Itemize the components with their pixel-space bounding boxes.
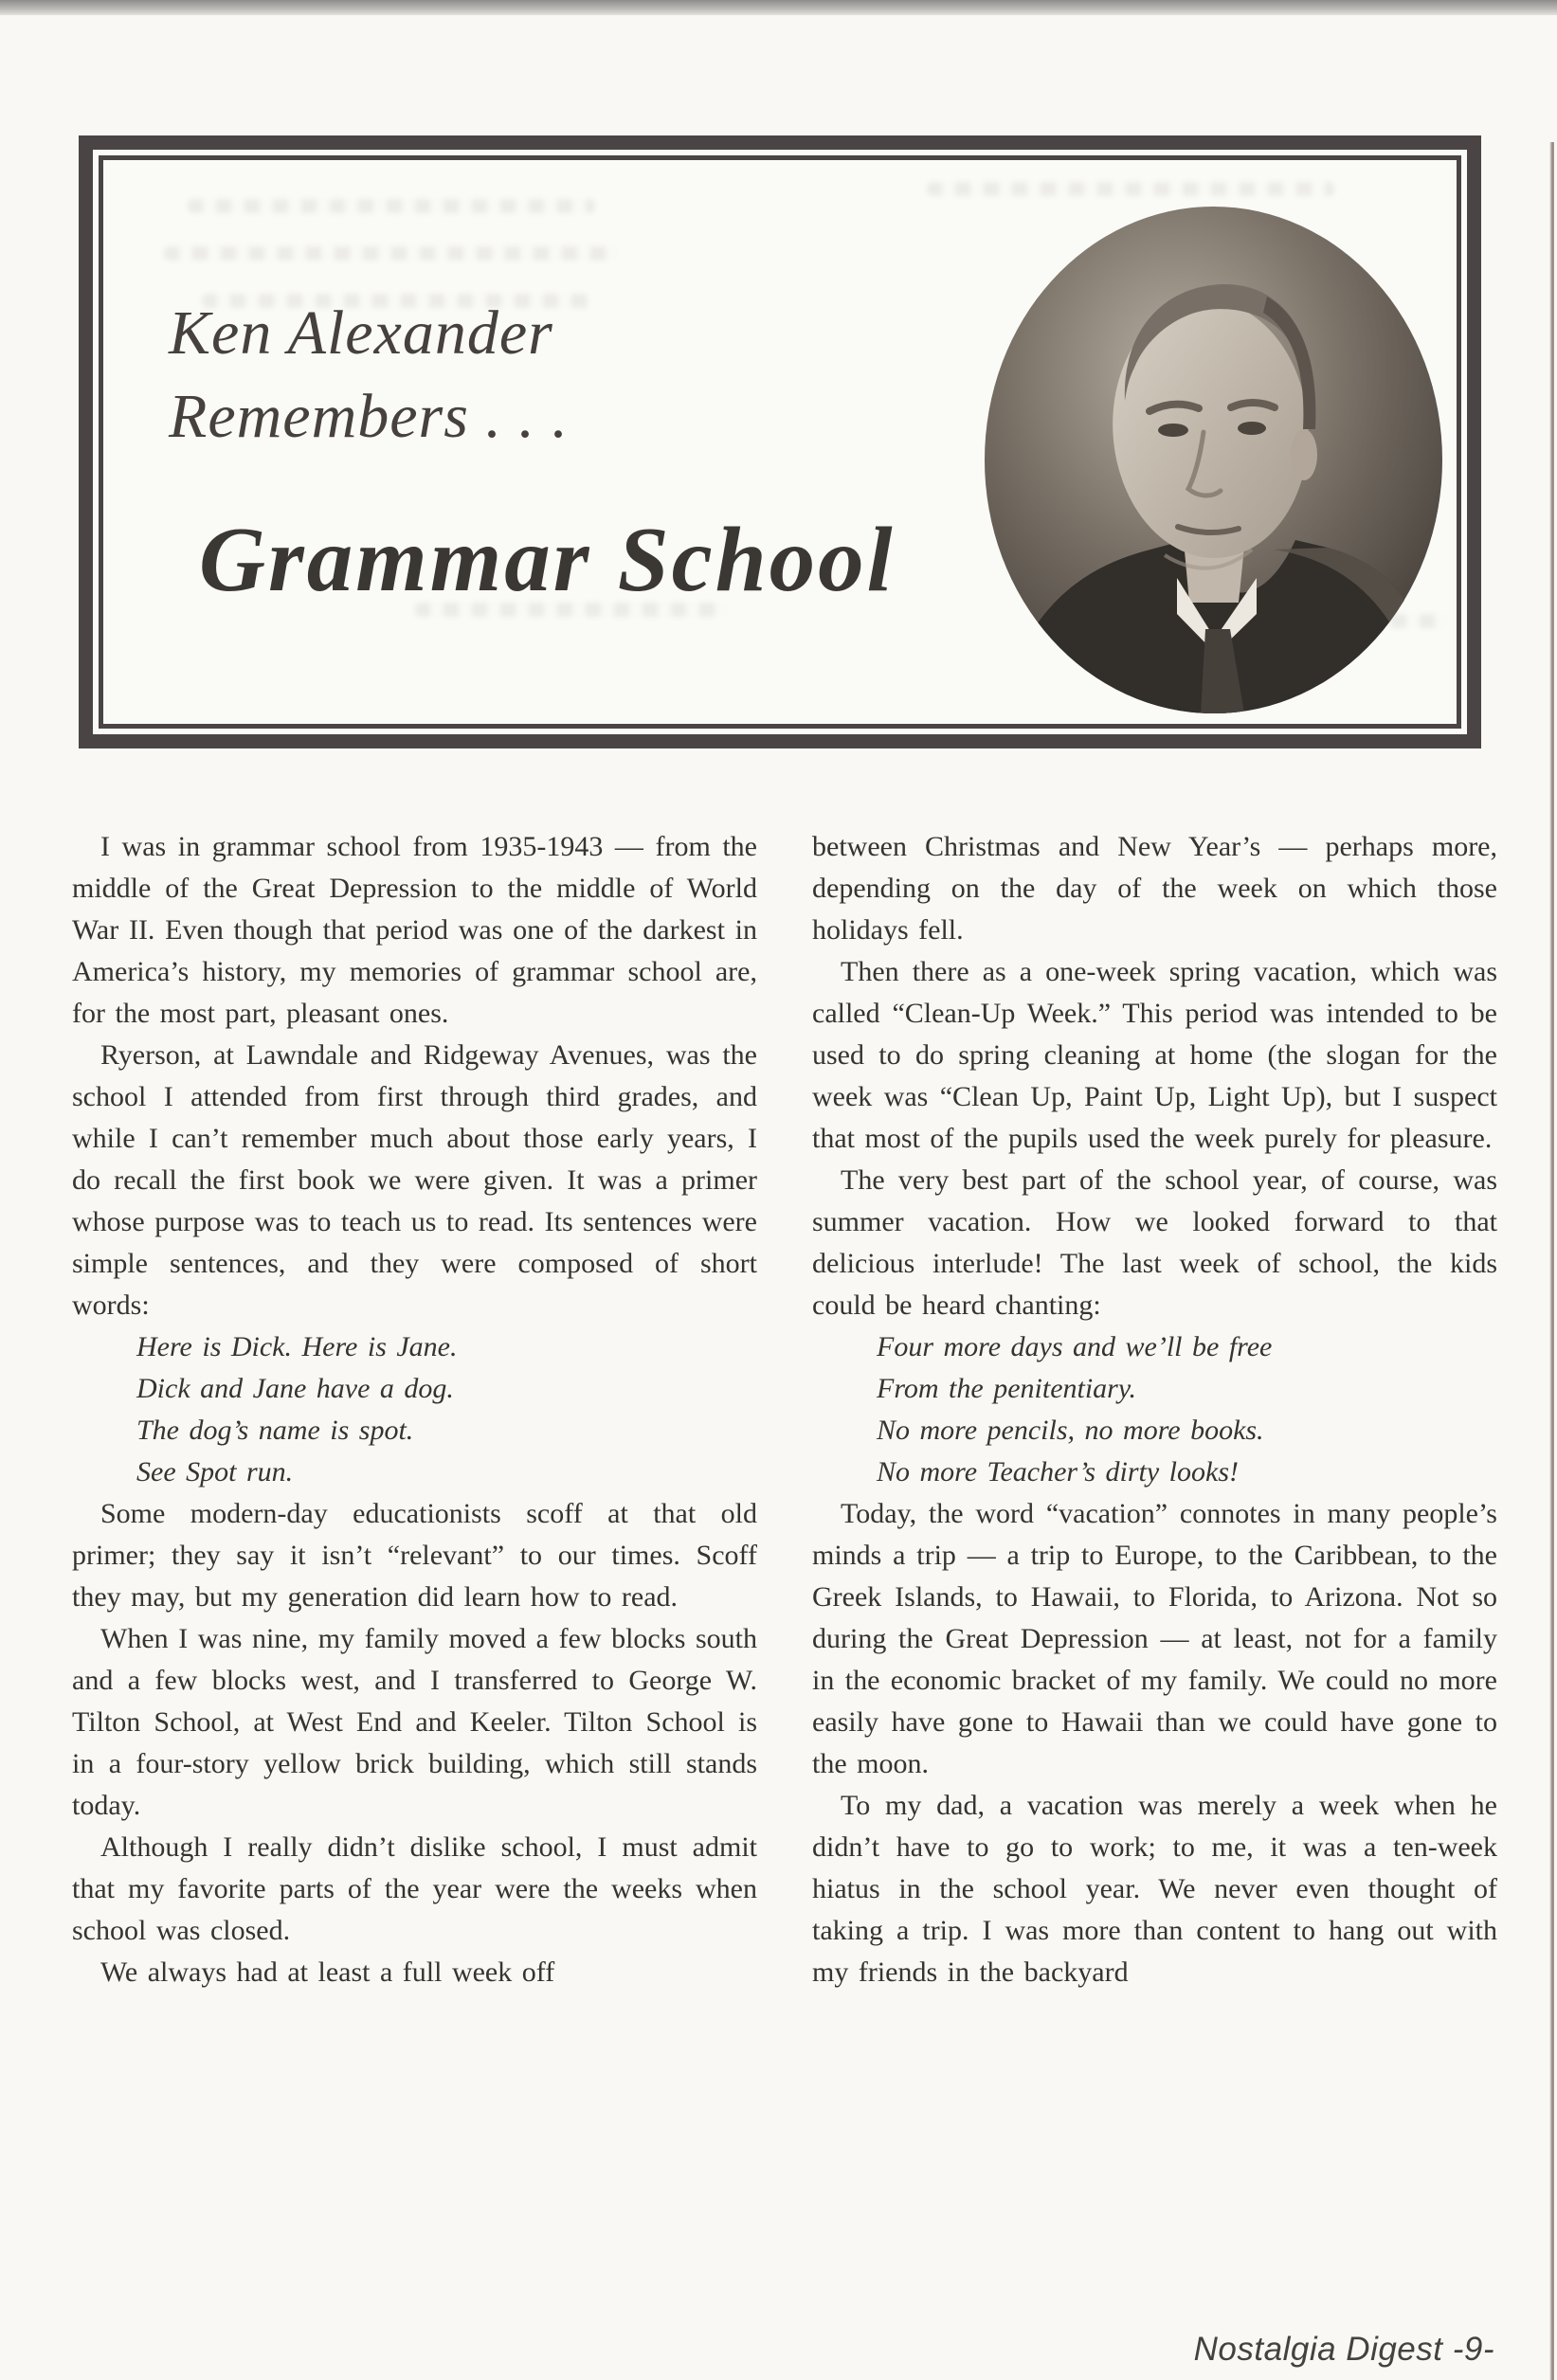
scan-edge-right (1549, 142, 1554, 2380)
paragraph: The very best part of the school year, of course, was summer vacation. How we looked forward to that delicious interlude! The last week of school, the kids could be heard chanting: (812, 1164, 1497, 1321)
primer-verse (136, 1326, 757, 1493)
chant-verse (877, 1326, 1497, 1493)
portrait-photo (985, 207, 1442, 713)
paragraph: We always had at least a full week off (100, 1956, 555, 1988)
article-body (72, 826, 1497, 1993)
verse-line: From the penitentiary. (877, 1373, 1137, 1404)
verse-line: The dog’s name is spot. (136, 1415, 414, 1446)
paragraph: Today, the word “vacation” connotes in many people’s minds a trip — a trip to Europe, to the Caribbean, to the Greek Islands, to Hawaii, to Florida, to Arizona. Not so during the Great Depression — at least, not for a family in the economic bracket of my family. We could no more easily have gone to Hawaii than we could have gone to the moon. (812, 1498, 1497, 1779)
verse-line: See Spot run. (136, 1456, 294, 1488)
scan-edge-top (0, 0, 1557, 15)
paragraph: I was in grammar school from 1935-1943 — from the middle of the Great Depression to the middle of World War II. Even though that period was one of the darkest in America’s history, my memories of grammar school are, for the most part, pleasant ones. (72, 831, 757, 1029)
byline (169, 292, 569, 459)
paragraph: To my dad, a vacation was merely a week when he didn’t have to go to work; to me, it was a ten-week hiatus in the school year. We never even thought of taking a trip. I was more than content to hang out with my friends in the backyard (812, 1790, 1497, 1988)
verse-line: Dick and Jane have a dog. (136, 1373, 454, 1404)
left-column (72, 826, 757, 1993)
byline-name: Ken Alexander (169, 298, 553, 368)
bleedthrough-artifact (927, 182, 1334, 196)
paragraph: Then there as a one-week spring vacation, which was called “Clean-Up Week.” This period was intended to be used to do spring cleaning at home (the slogan for the week was “Clean Up, Paint Up, Light Up), but I suspect that most of the pupils used the week purely for pleasure. (812, 956, 1497, 1154)
verse-line: No more Teacher’s dirty looks! (877, 1456, 1239, 1488)
bleedthrough-artifact (164, 246, 619, 261)
bleedthrough-artifact (188, 199, 595, 213)
article-title: Grammar School (199, 509, 896, 610)
page-footer: Nostalgia Digest -9- (1193, 2331, 1494, 2368)
paragraph: between Christmas and New Year’s — perhaps more, depending on the day of the week on which those holidays fell. (812, 831, 1497, 946)
paragraph: Although I really didn’t dislike school, I must admit that my favorite parts of the year were the weeks when school was closed. (72, 1831, 757, 1946)
paragraph: Ryerson, at Lawndale and Ridgeway Avenues, was the school I attended from first through third grades, and while I can’t remember much about those early years, I do recall the first book we were given. It was a primer whose purpose was to teach us to read. Its sentences were simple sentences, and they were composed of short words: (72, 1039, 757, 1321)
verse-line: No more pencils, no more books. (877, 1415, 1264, 1446)
paragraph: Some modern-day educationists scoff at that old primer; they say it isn’t “relevant” to our times. Scoff they may, but my generation did learn how to read. (72, 1498, 757, 1613)
right-column (812, 826, 1497, 1993)
verse-line: Here is Dick. Here is Jane. (136, 1331, 458, 1362)
byline-remembers: Remembers . . . (169, 382, 569, 451)
paragraph: When I was nine, my family moved a few blocks south and a few blocks west, and I transferred to George W. Tilton School, at West End and Keeler. Tilton School is in a four-story yellow brick building, which still stands today. (72, 1623, 757, 1821)
article-header-box (79, 135, 1481, 748)
verse-line: Four more days and we’ll be free (877, 1331, 1273, 1362)
